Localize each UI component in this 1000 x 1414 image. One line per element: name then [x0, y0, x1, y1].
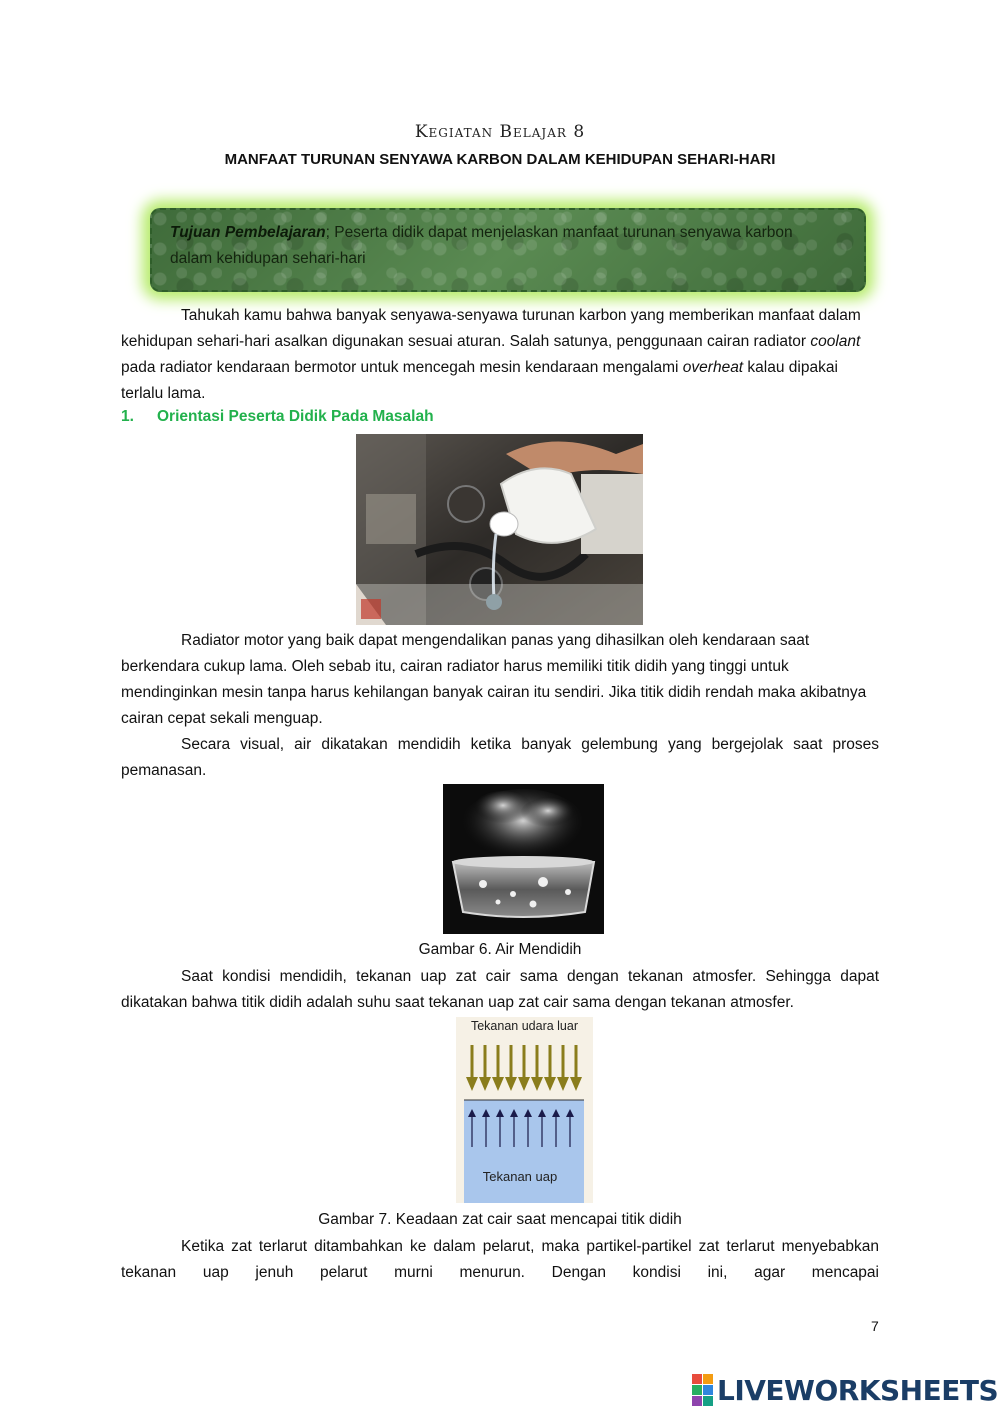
radiator-text: Radiator motor yang baik dapat mengendalikan panas yang dihasilkan oleh kendaraan saat berkendara cukup lama. Oleh sebab itu, cairan radiator harus memiliki titik didih yang tinggi untuk mendinginkan mesin tanpa harus kehilangan banyak cairan itu sendiri. Jika titik didih rendah maka akibatnya cairan cepat sekali menguap.	[121, 632, 867, 727]
vapor-pressure-label: Tekanan uap	[482, 1169, 558, 1184]
intro-paragraph	[121, 303, 879, 407]
pressure-diagram	[456, 1017, 593, 1203]
intro-italic-overheat: overheat	[682, 359, 744, 376]
intro-italic-coolant: coolant	[810, 333, 861, 350]
solute-paragraph	[121, 1234, 879, 1286]
intro-text-2: pada radiator kendaraan bermotor untuk mencegah mesin kendaraan mengalami	[121, 359, 683, 376]
intro-text-1: Tahukah kamu bahwa banyak senyawa-senyawa turunan karbon yang memberikan manfaat dalam kehidupan sehari-hari asalkan digunakan sesuai aturan. Salah satunya, penggunaan cairan radiator	[121, 307, 861, 350]
page-title: MANFAAT TURUNAN SENYAWA KARBON DALAM KEHIDUPAN SEHARI-HARI	[224, 151, 776, 168]
radiator-paragraph	[121, 628, 879, 732]
liveworksheets-brand[interactable]	[692, 1372, 998, 1408]
objective-lead: Tujuan Pembelajaran	[170, 224, 326, 241]
external-pressure-label: Tekanan udara luar	[470, 1019, 579, 1033]
liveworksheets-logo-icon	[692, 1374, 713, 1406]
boiling-point-paragraph	[121, 964, 879, 1016]
lesson-kicker: Kegiatan Belajar 8	[414, 122, 586, 142]
solute-text: Ketika zat terlarut ditambahkan ke dalam pelarut, maka partikel-partikel zat terlarut menyebabkan tekanan uap jenuh pelarut murni menurun. Dengan kondisi ini, agar mencapai	[121, 1238, 879, 1281]
section-title: Orientasi Peserta Didik Pada Masalah	[157, 408, 434, 425]
learning-objective-box	[150, 208, 866, 292]
learning-objective-text	[170, 220, 820, 272]
boiling-visual-text: Secara visual, air dikatakan mendidih ketika banyak gelembung yang bergejolak saat proses pemanasan.	[121, 736, 879, 779]
boiling-water-photo	[443, 784, 604, 934]
section-heading	[121, 408, 434, 426]
intro-text-3: kalau dipakai terlalu lama.	[121, 359, 838, 402]
boiling-visual-paragraph	[121, 732, 879, 784]
section-number: 1.	[121, 408, 134, 425]
figure-7-caption: Gambar 7. Keadaan zat cair saat mencapai titik didih	[318, 1211, 682, 1228]
figure-6-caption: Gambar 6. Air Mendidih	[418, 941, 582, 958]
page-number: 7	[871, 1318, 879, 1334]
brand-name: LIVEWORKSHEETS	[717, 1373, 999, 1407]
boiling-point-text: Saat kondisi mendidih, tekanan uap zat cair sama dengan tekanan atmosfer. Sehingga dapat dikatakan bahwa titik didih adalah suhu saat tekanan uap zat cair sama dengan tekanan atmosfer.	[121, 968, 879, 1011]
objective-body: ; Peserta didik dapat menjelaskan manfaat turunan senyawa karbon dalam kehidupan sehari-hari	[170, 224, 793, 267]
radiator-coolant-photo	[356, 434, 643, 625]
